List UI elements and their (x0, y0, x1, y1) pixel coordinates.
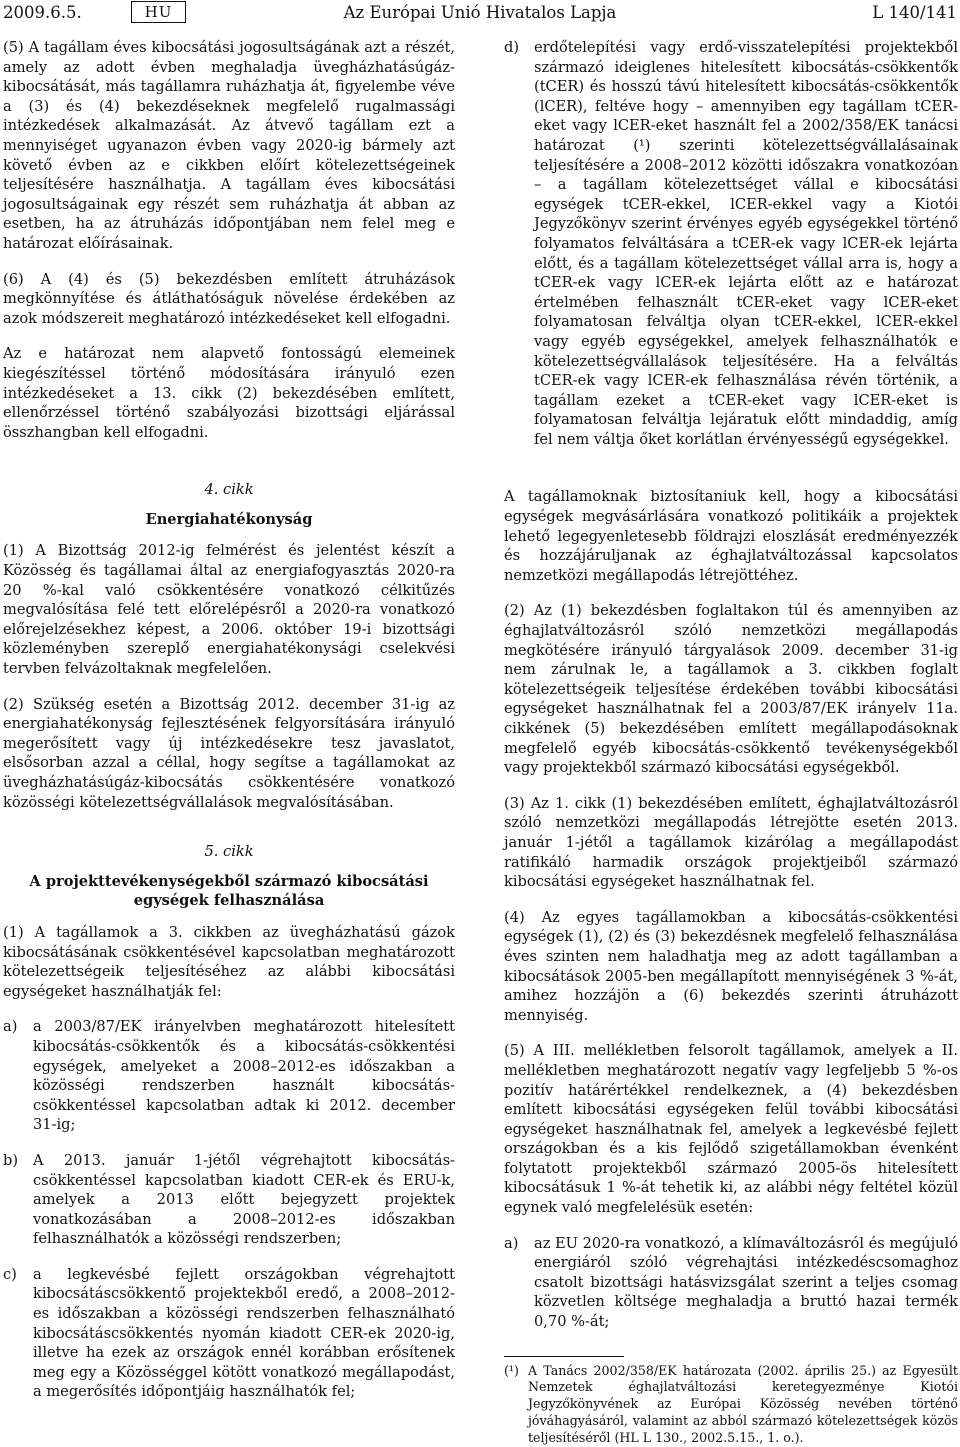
list-item-text: a 2003/87/EK irányelvben meghatározott hitelesített kibocsátás-csökkentők és a kibocsátás-csökkentési egységek, amelyeket a 2008–2012-es időszakban a közösségi rendszerben használt kibocsátás-csökkentéssel kapcsolatban adtak ki 2012. december 31-ig; (33, 1018, 455, 1134)
list-item-text: az EU 2020-ra vonatkozó, a klímaváltozásról és megújuló energiáról szóló végrehajtási intézkedéscsomaghoz csatolt bizottsági hatásvizsgálat szerint a teljes csomag közvetlen költsége meghaladja a bruttó hazai termék 0,70 %-át; (534, 1234, 959, 1331)
right-column (504, 38, 958, 1447)
article-number: 5. cikk (204, 843, 254, 861)
list-item (504, 1234, 958, 1332)
footnote-text: A Tanács 2002/358/EK határozata (2002. április 25.) az Egyesült Nemzetek éghajlatváltozási keretegyezménye Kiotói Jegyzőkönyvének az Európai Közösség nevében történő jóváhagyásáról, valamint az abból származó kötelezettségek közös teljesítéséről (HL L 130., 2002.5.15., 1. o.). (528, 1362, 958, 1445)
list-item-label: a) (504, 1234, 519, 1252)
list-item-label: a) (3, 1018, 18, 1036)
footnote-marker: (¹) (504, 1362, 519, 1378)
paragraph: (1) A Bizottság 2012-ig felmérést és jelentést készít a Közösség és tagállamai által az energiafogyasztás 2020-ra 20 %-kal való csökkentésére vonatkozó célkitűzés megvalósítása felé tett előrelépésről a 2020-ra vonatkozó előrejelzésekhez képest, a 2006. október 19-i bizottsági közleményben szereplő energiahatékonysági cselekvési tervben felvázoltaknak megfelelően. (3, 542, 455, 678)
paragraph: (4) Az egyes tagállamokban a kibocsátás-csökkentési egységek (1), (2) és (3) bekezdésnek megfelelő felhasználása éves szinten nem haladhatja meg az adott tagállamban a kibocsátások 2005-ben megállapított mennyiségének 3 %-át, amihez hozzájön a (6) bekezdés szerinti átruházott mennyiség. (504, 908, 958, 1024)
paragraph: (5) A tagállam éves kibocsátási jogosultságának azt a részét, amely az adott évben meghaladja üvegházhatásúgáz-kibocsátását, más tagállamra ruházhatja át, figyelembe véve a (3) és (4) bekezdéseknek megfelelő rugalmassági intézkedések alkalmazását. Az átvevő tagállam ezt a mennyiséget ugyanazon évben vagy 2020-ig bármely azt követő évben az e cikkben előírt kötelezettségeinek teljesítésére használhatja. A tagállam éves kibocsátási jogosultságainak egy részét sem ruházhatja át abban az esetben, ha az átruházás időpontjában nem felel meg e határozat előírásainak. (3, 39, 455, 252)
publication-date: 2009.6.5. (3, 3, 82, 22)
list-item-label: c) (3, 1265, 17, 1283)
footnote-divider (504, 1356, 624, 1357)
list-item-text: a legkevésbé fejlett országokban végrehajtott kibocsátáscsökkentő projektekből eredő, a 2008–2012-es időszakban a közösségi rendszerben felhasználható kibocsátáscsökkentés nyomán kiadott CER-ek 2020-ig, illetve ha ezek az országok ennél korábban erősítenek meg egy a Közösséggel kötött vonatkozó megállapodást, a megerősítés időpontjáig használhatók fel; (33, 1265, 455, 1401)
paragraph: (2) Az (1) bekezdésben foglaltakon túl és amennyiben az éghajlatváltozásról szóló nemzetközi megállapodás megkötésére irányuló tárgyalások 2009. december 31-ig nem zárulnak le, a tagállamok a 3. cikkben foglalt kötelezettségeik teljesítése érdekében további kibocsátási egységeket használhatnak fel a 2003/87/EK irányelv 11a. cikkének (5) bekezdésében említett megállapodásoknak megfelelő egyéb kibocsátás-csökkentő tevékenységekből vagy projektekből származó kibocsátási egységekből. (504, 602, 958, 777)
article-number: 4. cikk (204, 481, 254, 499)
paragraph: (5) A III. mellékletben felsorolt tagállamok, amelyek a II. mellékletben meghatározott negatív vagy legfeljebb 5 %-os pozitív határértékkel rendelkeznek, a (4) bekezdésben említett kibocsátási egységeken felül további kibocsátási egységeket használhatnak fel, amelyek a legkevésbé fejlett országokban és a kis fejlődő szigetállamokban évenként folytatott projektekből származó 2005-ös hitelesített kibocsátásuk 1 %-át tehetik ki, az alábbi négy feltétel közül egynek való megfelelésük esetén: (504, 1042, 958, 1217)
paragraph: Az e határozat nem alapvető fontosságú elemeinek kiegészítéssel történő módosítására irányuló ezen intézkedéseket a 13. cikk (2) bekezdésében említett, ellenőrzéssel történő szabályozási bizottsági eljárással összhangban kell elfogadni. (3, 345, 455, 441)
footnote (504, 1363, 958, 1447)
list-item (3, 1017, 455, 1135)
journal-title: Az Európai Unió Hivatalos Lapja (343, 3, 617, 22)
list-item-label: b) (3, 1151, 19, 1169)
list-item-text: A 2013. január 1-jétől végrehajtott kibocsátás-csökkentéssel kapcsolatban kiadott CER-ek és ERU-k, amelyek a 2013 előtt bejegyzett projektek vonatkozásában a 2008–2012-es időszakban felhasználhatók a közösségi rendszerben; (33, 1151, 455, 1248)
paragraph: (3) Az 1. cikk (1) bekezdésében említett, éghajlatváltozásról szóló nemzetközi megállapodás létrejötte esetén 2013. január 1-jétől a tagállamok kizárólag a megállapodást ratifikáló harmadik országok projektjeiből származó kibocsátási egységeket használhatnak fel. (504, 794, 958, 891)
page-header (0, 0, 960, 28)
list-item-text: erdőtelepítési vagy erdő-visszatelepítési projektekből származó ideiglenes hitelesített kibocsátás-csökkentők (tCER) és hosszú távú hitelesített kibocsátás-csökkentők (lCER), feltéve hogy – amennyiben egy tagállam tCER-eket vagy lCER-eket használt fel a 2002/358/EK tanácsi határozat (¹) szerinti kötelezettségvállalásainak teljesítésére a 2008–2012 közötti időszakra vonatkozóan – a tagállam kötelezettséget vállal e kibocsátási egységek tCER-ekkel, lCER-ekkel vagy a Kiotói Jegyzőkönyv szerint érvényes egyéb egységekkel történő folyamatos felváltására a tCER-ek vagy lCER-ek lejárta előtt, és a tagállam kötelezettséget vállal arra is, hogy a tCER-ek vagy lCER-ek lejárta előtt az e határozat értelmében felhasznált tCER-eket vagy lCER-eket folyamatosan felváltja olyan tCER-ekkel, lCER-ekkel vagy egyéb egységekkel, amelyek felhasználhatók e kötelezettségvállalások teljesítésére. Ha a felváltás tCER-ek vagy lCER-ek felhasználása révén történik, a tagállam ezeket a tCER-eket vagy lCER-eket is folyamatosan felváltja lejáratuk előtt mindaddig, amíg fel nem váltja őket korlátlan érvényességű egységekkel. (534, 39, 958, 448)
article-title: Energiahatékonyság (145, 510, 313, 528)
paragraph: (1) A tagállamok a 3. cikkben az üvegházhatású gázok kibocsátásának csökkentésével kapcsolatban meghatározott kötelezettségeik teljesítéséhez az alábbi kibocsátási egységeket használhatják fel: (3, 923, 455, 1000)
article-title: A projekttevékenységekből származó kibocsátási egységek felhasználása (29, 872, 429, 910)
language-badge: HU (131, 1, 186, 23)
paragraph: A tagállamoknak biztosítaniuk kell, hogy a kibocsátási egységek megvásárlására vonatkozó politikáik a projektek lehető legegyenletesebb földrajzi eloszlását eredményezzék és hozzájáruljanak az éghajlatváltozással kapcsolatos nemzetközi megállapodás létrejöttéhez. (504, 488, 958, 584)
left-column (3, 38, 455, 1402)
list-item (504, 38, 958, 449)
list-item (3, 1151, 455, 1249)
paragraph: (6) A (4) és (5) bekezdésben említett átruházások megkönnyítése és átláthatóságuk növelése érdekében az azok módszereit meghatározó intézkedéseket kell elfogadni. (3, 270, 455, 327)
list-item-label: d) (504, 39, 520, 56)
page-number: L 140/141 (872, 3, 957, 22)
paragraph: (2) Szükség esetén a Bizottság 2012. december 31-ig az energiahatékonyság fejlesztésének felgyorsítására irányuló megerősített vagy új intézkedésekre tesz javaslatot, elsősorban azzal a céllal, hogy segítse a tagállamokat az üvegházhatásúgáz-kibocsátás csökkentésére vonatkozó közösségi kötelezettségvállalások megvalósításában. (3, 695, 455, 811)
list-item (3, 1265, 455, 1402)
